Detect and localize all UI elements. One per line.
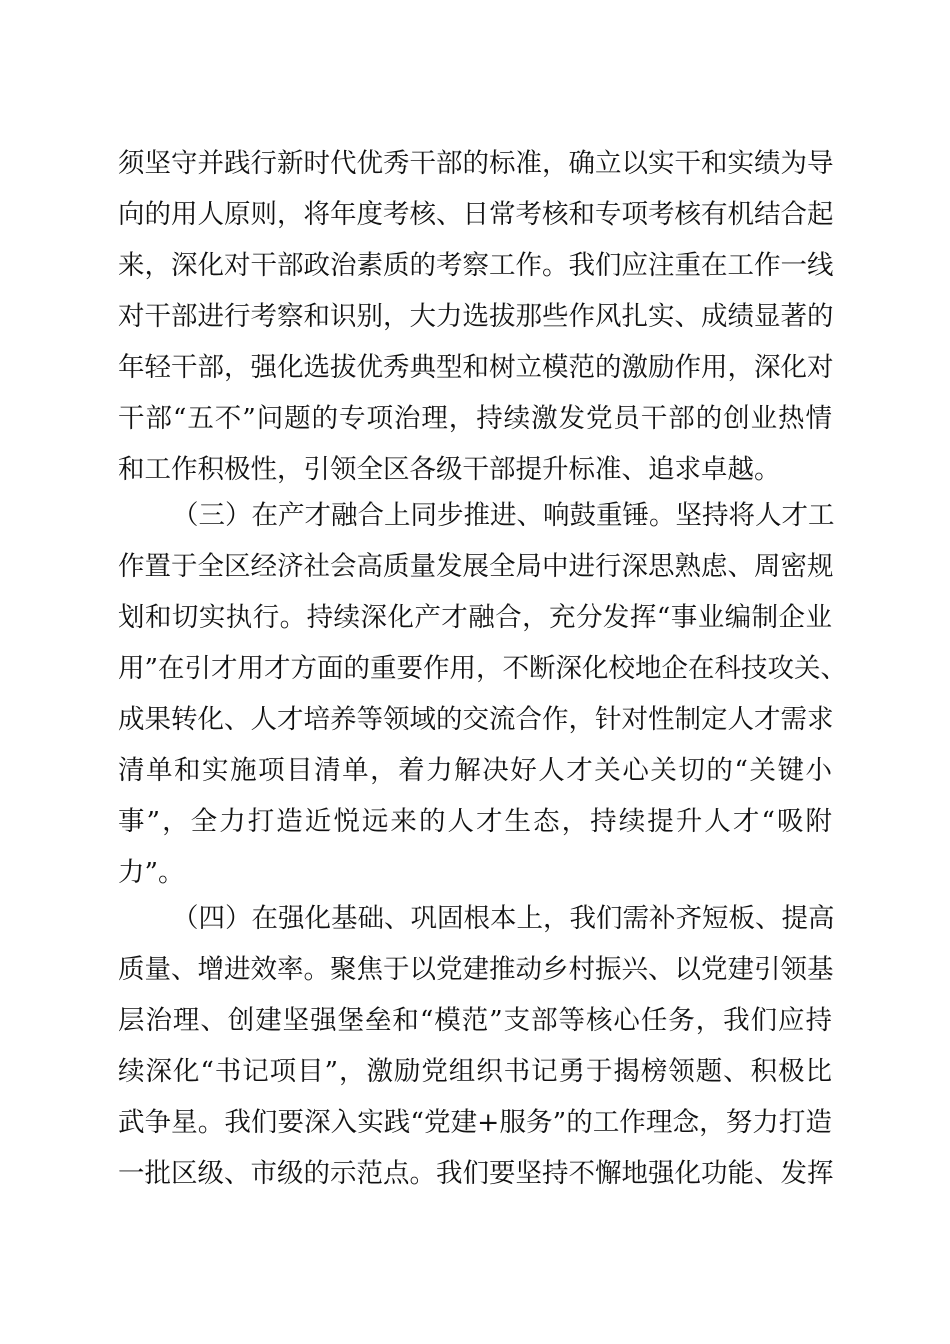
paragraph-line: 对干部进行考察和识别，大力选拔那些作风扎实、成绩显著的 [118, 301, 834, 332]
paragraph-line: 作置于全区经济社会高质量发展全局中进行深思熟虑、周密规 [118, 551, 834, 582]
paragraph-line: （三）在产才融合上同步推进、响鼓重锤。坚持将人才工 [172, 500, 835, 531]
paragraph-line: 质量、增进效率。聚焦于以党建推动乡村振兴、以党建引领基 [118, 954, 834, 985]
paragraph-line: （四）在强化基础、巩固根本上，我们需补齐短板、提高 [172, 903, 835, 934]
paragraph-section-four [118, 893, 835, 1199]
paragraph-line: 事”，全力打造近悦远来的人才生态，持续提升人才“吸附 [118, 806, 832, 837]
paragraph-section-three [118, 490, 848, 898]
paragraph-line: 和工作积极性，引领全区各级干部提升标准、追求卓越。 [118, 454, 781, 485]
paragraph-line: 年轻干部，强化选拔优秀典型和树立模范的激励作用，深化对 [118, 352, 834, 383]
paragraph-line: 向的用人原则，将年度考核、日常考核和专项考核有机结合起 [118, 199, 834, 230]
paragraph-line: 来，深化对干部政治素质的考察工作。我们应注重在工作一线 [118, 250, 834, 281]
paragraph-line: 层治理、创建坚强堡垒和“模范”支部等核心任务，我们应持 [118, 1005, 832, 1036]
paragraph-line: 成果转化、人才培养等领域的交流合作，针对性制定人才需求 [118, 704, 834, 735]
paragraph-line: 须坚守并践行新时代优秀干部的标准，确立以实干和实绩为导 [118, 148, 834, 179]
paragraph-line: 用”在引才用才方面的重要作用，不断深化校地企在科技攻关、 [118, 653, 848, 684]
paragraph-line: 一批区级、市级的示范点。我们要坚持不懈地强化功能、发挥 [118, 1158, 834, 1189]
paragraph-line: 武争星。我们要深入实践“党建+服务”的工作理念，努力打造 [118, 1107, 832, 1138]
paragraph-cadre-standards [118, 138, 832, 495]
paragraph-line: 干部“五不”问题的专项治理，持续激发党员干部的创业热情 [118, 403, 832, 434]
paragraph-line: 清单和实施项目清单，着力解决好人才关心关切的“关键小 [118, 755, 832, 786]
paragraph-line: 续深化“书记项目”，激励党组织书记勇于揭榜领题、积极比 [118, 1056, 832, 1087]
paragraph-line: 力”。 [118, 857, 185, 888]
paragraph-line: 划和切实执行。持续深化产才融合，充分发挥“事业编制企业 [118, 602, 832, 633]
